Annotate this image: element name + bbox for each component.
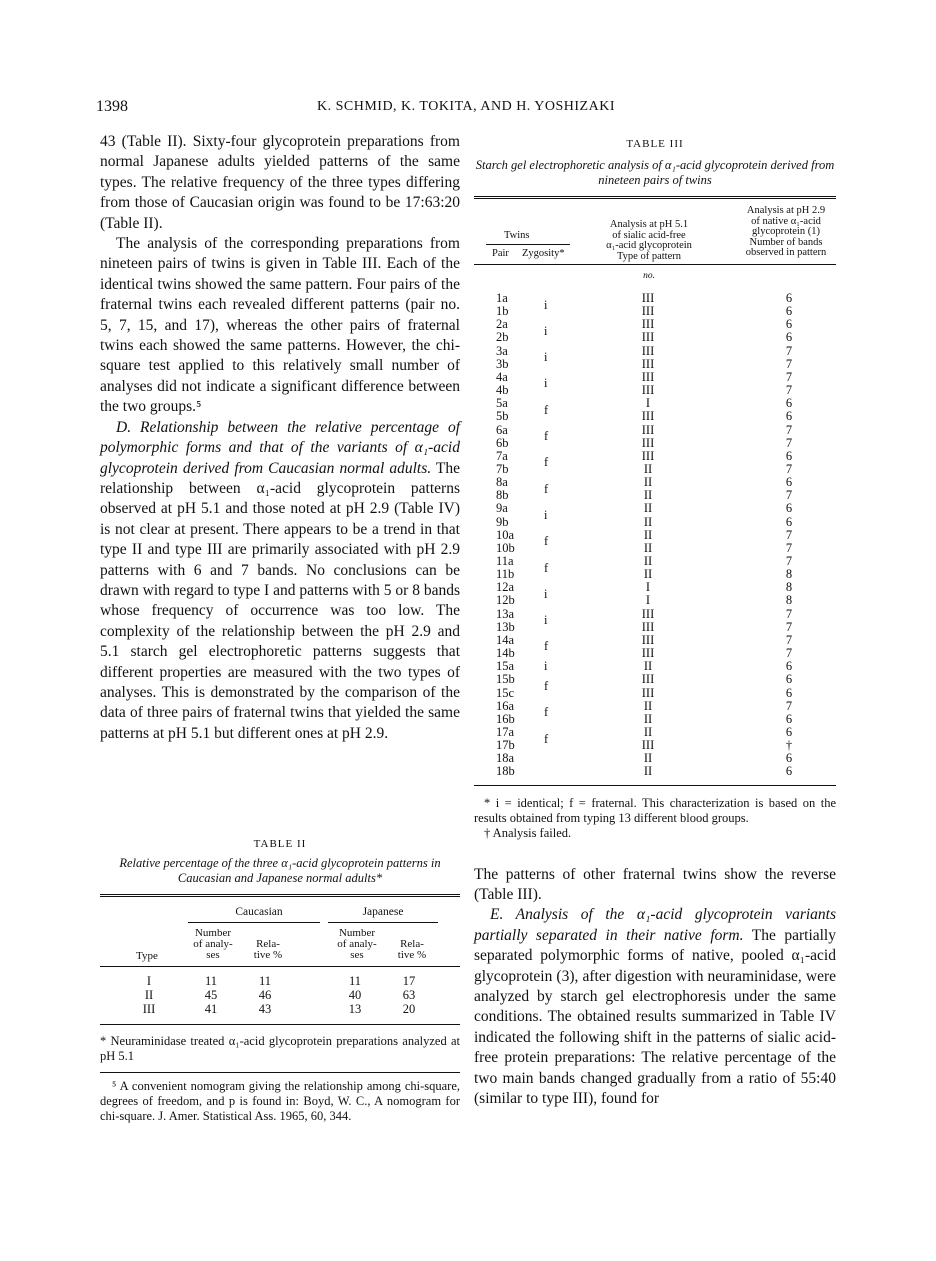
table-label: TABLE III [626,138,684,150]
zygosity-mark: i [544,613,548,628]
paragraph [100,418,460,745]
bands-cell: 7 [785,461,793,476]
pair-cell: 3b [496,356,509,371]
table-row [474,739,836,752]
table-row [474,529,836,542]
pair-cell: 18b [496,764,515,779]
bands-cell: 7 [785,527,793,542]
table-row [474,424,836,437]
bands-cell: 6 [785,330,793,345]
paragraph: The analysis of the corresponding preparations from nineteen pairs of twins is given in Table III. Each of the identical twins showed the same pattern. Four pairs of the fraternal twins each revealed different patterns (pair no. 5, 7, 15, and 17), whereas the other pairs of fraternal twins each showed the same patterns. However, the chi-square test applied to this relatively small number of analyses did not indicate a significant difference between the two groups.⁵ [100,235,460,416]
zygosity-mark: f [544,481,549,496]
col-header-relative: Rela- tive % [253,938,283,961]
col-header-pair: Pair [492,248,509,259]
table-row [474,621,836,634]
table-row [474,568,836,581]
type-cell: II [643,567,653,582]
col-header-number: Number of analy- ses [193,927,233,961]
pair-cell: 9a [496,501,508,516]
table-caption: Relative percentage of the three α₁-acid glycoprotein patterns in Caucasian and Japanese normal adults* [119,856,441,885]
pair-cell: 8b [496,488,509,503]
type-cell: II [643,659,653,674]
type-cell: II [643,527,653,542]
type-cell: II [643,488,653,503]
table-row [474,476,836,489]
zygosity-mark: f [544,429,549,444]
table-row [474,397,836,410]
pair-cell: 14a [496,632,515,647]
pair-cell: 1a [496,291,508,305]
table-row [474,765,836,778]
type-cell: I [645,396,651,411]
group-header-caucasian: Caucasian [235,906,283,918]
right-column [474,138,836,1109]
table-label: TABLE II [253,838,307,850]
pair-cell: 5a [496,396,508,411]
pair-cell: 10a [496,527,515,542]
type-cell: II [643,724,653,739]
right-body-text [474,865,836,1110]
pair-cell: 16b [496,711,515,726]
page-number: 1398 [96,98,128,115]
type-cell: II [643,711,653,726]
type-cell: II [643,501,653,516]
zygosity-mark: f [544,705,549,720]
table-row [474,726,836,739]
zygosity-mark: i [544,323,548,338]
group-header-japanese: Japanese [362,906,404,918]
pair-cell: 7b [496,461,509,476]
table-row [474,358,836,371]
bands-cell: 7 [785,488,793,503]
bands-cell: 7 [785,343,793,358]
table-rule [474,264,836,265]
left-column [100,132,460,744]
table-row [474,371,836,384]
table-3-body [474,292,836,785]
type-cell: III [641,448,655,463]
table-row [474,450,836,463]
pair-cell: 14b [496,646,515,661]
type-cell: II [643,554,653,568]
pair-cell: 13b [496,619,515,634]
type-cell: III [641,632,655,647]
type-cell: III [641,422,655,437]
zygosity-mark: f [544,678,549,693]
table-row [474,713,836,726]
table-row [474,687,836,700]
zygosity-mark: i [544,507,548,522]
pair-cell: 18a [496,751,515,766]
running-head: K. SCHMID, K. TOKITA, AND H. YOSHIZAKI [316,99,615,114]
pair-cell: 4a [496,369,508,384]
zygosity-mark: i [544,376,548,391]
paragraph-body: The relationship between α₁-acid glycoprotein patterns observed at pH 5.1 and those noted at pH 2.9 (Table IV) is not clear at present. There appears to be a trend in that type II and type III are primarily associated with pH 2.9 patterns with 6 and 7 bands. No conclusions can be drawn with regard to type I and patterns with 5 or 8 bands whose frequency of occurrence was too low. The complexity of the relationship between the pH 2.9 and 5.1 starch gel electrophoretic patterns suggests that different properties are measured with the two types of analyses. This is demonstrated by the comparison of the data of three pairs of fraternal twins that yielded the same patterns at pH 5.1 but different ones at pH 2.9. [100,459,460,742]
type-cell: III [641,685,655,700]
bands-cell: 7 [785,606,793,621]
table-rule [100,1024,460,1025]
type-cell: III [641,291,655,305]
table-row [474,502,836,515]
zygosity-mark: f [544,455,549,470]
table-row [474,331,836,344]
table-row [474,608,836,621]
table-rule [328,922,438,923]
left-body-text [100,132,460,744]
pair-cell: 3a [496,343,508,358]
bands-cell: 6 [785,317,793,332]
paragraph: 43 (Table II). Sixty-four glycoprotein preparations from normal Japanese adults yielded patterns of the same types. The relative frequency of the three types differing from those of Caucasian origin was found to be 17:63:20 (Table II). [100,133,460,232]
zygosity-mark: i [544,350,548,365]
type-cell: III [641,343,655,358]
table-row [474,555,836,568]
type-cell: II [643,461,653,476]
bands-cell: 6 [785,751,793,766]
table-3-header [474,196,836,292]
type-cell: III [641,356,655,371]
pair-cell: 12a [496,580,515,595]
bands-cell: 7 [785,383,793,398]
bands-cell: 7 [785,698,793,713]
type-cell: III [641,369,655,384]
pair-cell: 11a [496,554,514,568]
table-rule [188,922,320,923]
table-footnote: * Neuraminidase treated α₁-acid glycoprotein preparations analyzed at pH 5.1 [100,1034,460,1063]
type-cell: III [641,409,655,424]
pair-cell: 4b [496,383,509,398]
table-rule [474,196,836,199]
bands-cell: 8 [785,593,793,608]
paragraph-body: The partially separated polymorphic forms of native, pooled α₁-acid glycoprotein (3), after digestion with neuraminidase, were analyzed by starch gel electrophoresis under the same conditions. The obtained results summarized in Table IV indicated the following shift in the patterns of sialic acid-free protein preparations: The relative percentage of the two main bands changed gradually from a ratio of 55:40 (similar to type III), found for [474,926,836,1108]
type-cell: II [643,514,653,529]
paragraph [474,905,836,1109]
zygosity-mark: f [544,534,549,549]
table-row [474,594,836,607]
table-row [474,634,836,647]
footnote-rule [100,1072,460,1073]
footnote-5: ⁵ A convenient nomogram giving the relationship among chi-square, degrees of freedom, and p is found in: Boyd, W. C., A nomogram for chi-square. J. Amer. Statistical Ass. 1965, 60, 344. [100,1079,460,1123]
bands-cell: 6 [785,659,793,674]
zygosity-mark: f [544,402,549,417]
table-row [474,384,836,397]
paragraph: The patterns of other fraternal twins show the reverse (Table III). [474,865,836,903]
pair-cell: 13a [496,606,515,621]
table-row [474,752,836,765]
col-header-type: Type [136,950,158,962]
pair-cell: 2a [496,317,508,332]
table-row [474,318,836,331]
type-cell: II [643,751,653,766]
pair-cell: 6b [496,435,509,450]
col-header-ph29: Analysis at pH 2.9 of native α₁-acid glycoprotein (1) Number of bands observed in pattern [745,205,827,258]
pair-cell: 10b [496,540,515,555]
table-row [474,542,836,555]
bands-cell: 6 [785,304,793,319]
table-row: II 45 46 40 63 [144,988,416,1002]
table-body [100,894,460,1034]
pair-cell: 8a [496,475,508,490]
type-cell: II [643,764,653,779]
pair-cell: 9b [496,514,509,529]
bands-cell: 7 [785,356,793,371]
bands-cell: 7 [785,632,793,647]
type-cell: II [643,540,653,555]
bands-cell: 6 [785,685,793,700]
bands-cell: 6 [785,711,793,726]
unit-label: no. [643,271,655,281]
bands-cell: 6 [785,409,793,424]
col-header-relative: Rela- tive % [397,938,427,961]
table-row [474,410,836,423]
bands-cell: 6 [785,672,793,687]
type-cell: III [641,304,655,319]
page-header [96,98,836,118]
table-row: I 11 11 11 17 [146,974,416,988]
pair-cell: 17a [496,724,515,739]
type-cell: I [645,580,651,595]
type-cell: III [641,317,655,332]
table-row [474,516,836,529]
pair-cell: 15b [496,672,515,687]
zygosity-mark: i [544,297,548,312]
type-cell: III [641,330,655,345]
col-header-zygosity: Zygosity* [522,248,565,259]
section-heading: E. Analysis of the α₁-acid glycoprotein variants partially separated in their native form. [474,906,836,944]
bands-cell: 6 [785,396,793,411]
bands-cell: 6 [785,724,793,739]
zygosity-mark: f [544,639,549,654]
table-row [474,292,836,305]
bands-cell: 6 [785,448,793,463]
pair-cell: 15a [496,659,515,674]
table-footnote: * i = identical; f = fraternal. This characterization is based on the results obtained from typing 13 different blood groups. [474,795,836,825]
zygosity-mark: i [544,586,548,601]
bands-cell: 6 [785,291,793,305]
zygosity-mark: i [544,659,548,674]
bands-cell: 7 [785,619,793,634]
table-row [474,647,836,660]
col-header-ph51: Analysis at pH 5.1 of sialic acid-free α₁-acid glycoprotein Type of pattern [606,219,692,262]
table-footnote: † Analysis failed. [484,825,572,840]
table-rule [100,966,460,967]
table-rule [100,894,460,897]
bands-cell: 6 [785,475,793,490]
type-cell: II [643,698,653,713]
type-cell: III [641,606,655,621]
pair-cell: 16a [496,698,515,713]
pair-cell: 6a [496,422,508,437]
bands-cell: 7 [785,540,793,555]
pair-cell: 17b [496,738,515,753]
pair-cell: 11b [496,567,515,582]
table-row [474,489,836,502]
bands-cell: 8 [785,580,793,595]
type-cell: II [643,475,653,490]
type-cell: I [645,593,651,608]
table-row [474,581,836,594]
bands-cell: 7 [785,369,793,384]
section-heading: D. Relationship between the relative percentage of polymorphic forms and that of the variants of α₁-acid glycoprotein derived from Caucasian normal adults. [100,418,460,477]
table-row: III 41 43 13 20 [142,1002,416,1016]
table-row [474,345,836,358]
table-rule [474,785,836,786]
pair-cell: 15c [496,685,515,700]
bands-cell: 8 [785,567,793,582]
pair-cell: 1b [496,304,509,319]
bands-cell: 7 [785,422,793,437]
bands-cell: 6 [785,764,793,779]
bands-cell: 6 [785,501,793,516]
table-caption: Starch gel electrophoretic analysis of α₁-acid glycoprotein derived from nineteen pairs of twins [475,158,835,187]
pair-cell: 7a [496,448,508,463]
bands-cell: † [785,738,793,753]
table-row [474,305,836,318]
type-cell: III [641,738,655,753]
type-cell: III [641,383,655,398]
bands-cell: 6 [785,514,793,529]
table-2 [100,838,460,1124]
bands-cell: 7 [785,554,793,568]
table-row [474,437,836,450]
pair-cell: 12b [496,593,515,608]
col-header-twins: Twins [504,230,530,241]
table-row [474,700,836,713]
bands-cell: 7 [785,435,793,450]
table-row [474,463,836,476]
bands-cell: 7 [785,646,793,661]
zygosity-mark: f [544,560,549,575]
type-cell: III [641,646,655,661]
table-rule [486,244,570,245]
type-cell: III [641,672,655,687]
type-cell: III [641,619,655,634]
pair-cell: 2b [496,330,509,345]
pair-cell: 5b [496,409,509,424]
zygosity-mark: f [544,731,549,746]
table-row [474,673,836,686]
col-header-number: Number of analy- ses [337,927,377,961]
table-row [474,660,836,673]
type-cell: III [641,435,655,450]
